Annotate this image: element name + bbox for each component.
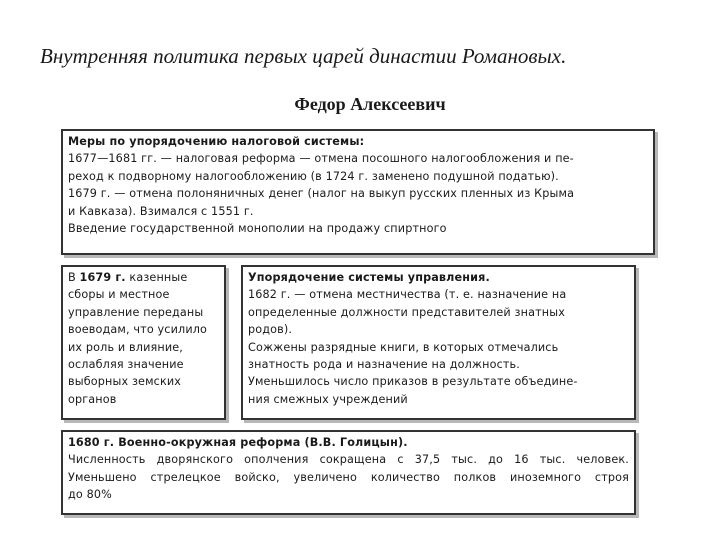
tax-reform-line: Введение государственной монополии на продажу спиртного (68, 222, 447, 236)
administration-reform-line: Уменьшилось число приказов в результате объедине- (248, 375, 578, 389)
local-governance-line: ослабляя значение (68, 358, 184, 372)
administration-reform-box (241, 265, 636, 420)
administration-reform-line: 1682 г. — отмена местничества (т. е. назначение на (248, 288, 567, 302)
administration-reform-heading: Упорядочение системы управления. (248, 271, 490, 284)
slide-title: Внутренняя политика первых царей династии Романовых. (40, 44, 567, 68)
administration-reform-line: ния смежных учреждений (248, 392, 408, 406)
local-governance-year: 1679 г. (79, 271, 126, 284)
slide-subtitle: Федор Алексеевич (294, 94, 446, 114)
local-governance-line: органов (68, 392, 117, 406)
administration-reform-line: Сожжены разрядные книги, в которых отмечались (248, 340, 559, 354)
administration-reform-line: определенные должности представителей знатных (248, 305, 565, 319)
local-governance-line: их роль и влияние, (68, 340, 183, 354)
tax-reform-line: 1679 г. — отмена полоняничных денег (налог на выкуп русских пленных из Крыма (68, 187, 575, 201)
local-governance-line: воеводам, что усилило (68, 323, 208, 337)
local-governance-first-line (68, 269, 219, 286)
military-reform-line: Уменьшено стрелецкое войско, увеличено количество полков иноземного строя (68, 470, 629, 484)
tax-reform-heading: Меры по упорядочению налоговой системы: (68, 135, 365, 148)
tax-reform-box (61, 129, 655, 255)
administration-reform-line: родов). (248, 323, 293, 337)
tax-reform-line: и Кавказа). Взимался с 1551 г. (68, 204, 254, 218)
local-governance-line: сборы и местное (68, 288, 170, 302)
local-governance-line: выборных земских (68, 375, 182, 389)
military-reform-heading: 1680 г. Военно-окружная реформа (В.В. Голицын). (68, 436, 408, 449)
local-governance-line: управление переданы (68, 305, 204, 319)
local-governance-box (61, 265, 226, 420)
tax-reform-line: реход к подворному налогообложению (в 1724 г. заменено подушной податью). (68, 169, 559, 183)
military-reform-line: Численность дворянского ополчения сокращена с 37,5 тыс. до 16 тыс. человек. (68, 453, 629, 467)
administration-reform-line: знатность рода и назначение на должность. (248, 358, 521, 372)
military-reform-box (61, 430, 636, 515)
local-governance-first-rest: казенные (125, 271, 188, 284)
local-governance-prefix: В (68, 271, 80, 284)
tax-reform-line: 1677—1681 гг. — налоговая реформа — отмена посошного налогообложения и пе- (68, 152, 574, 166)
military-reform-line: до 80% (68, 488, 112, 502)
